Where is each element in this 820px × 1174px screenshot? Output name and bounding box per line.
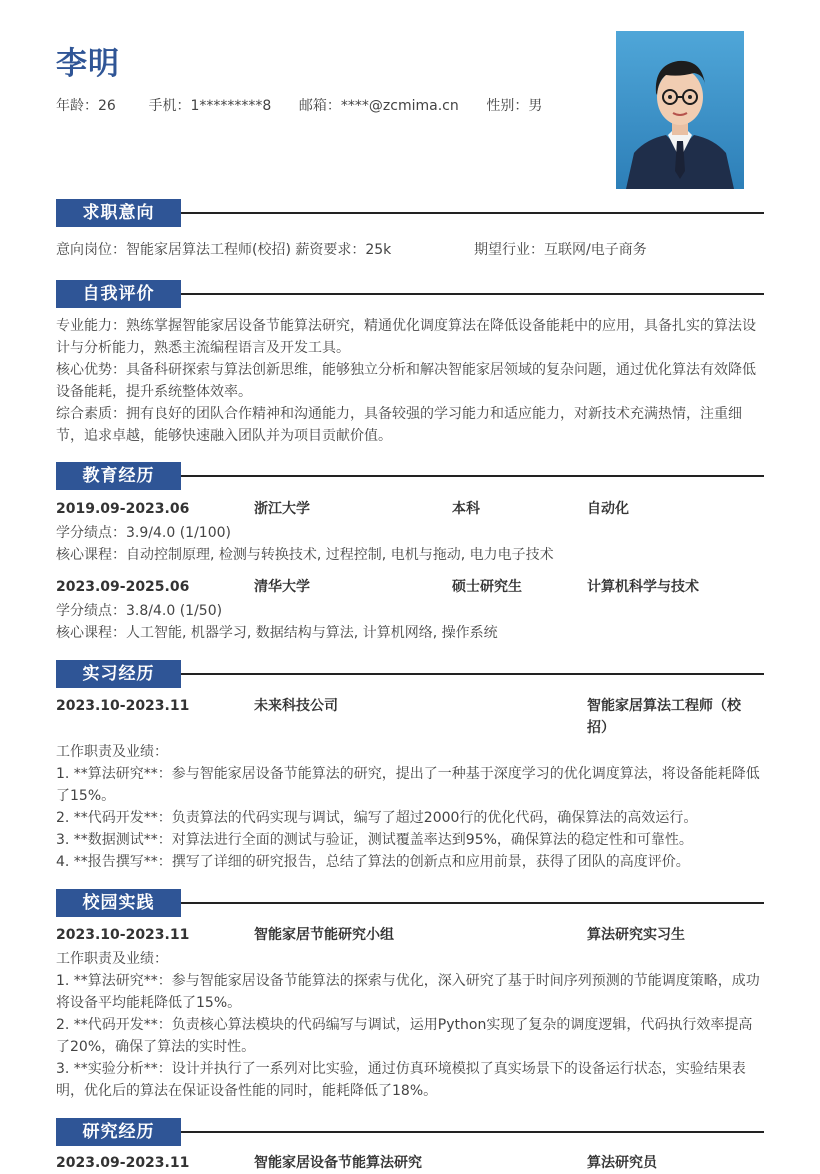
campus-duties	[56, 948, 766, 1102]
section-research	[56, 1118, 764, 1146]
section-title: 研究经历	[56, 1118, 181, 1146]
edu-school: 浙江大学	[254, 501, 310, 517]
edu-gpa: 学分绩点：3.9/4.0 (1/100)	[56, 525, 231, 541]
research-project: 智能家居设备节能算法研究	[254, 1155, 422, 1171]
intent-industry: 期望行业：互联网/电子商务	[474, 242, 647, 258]
section-title: 求职意向	[56, 199, 181, 227]
edu-period: 2019.09-2023.06	[56, 501, 190, 517]
candidate-name: 李明	[56, 46, 120, 82]
duty-item: 3. **数据测试**：对算法进行全面的测试与验证，测试覆盖率达到95%，确保算法的稳定性和可靠性。	[56, 832, 693, 848]
section-internship	[56, 660, 764, 688]
research-role: 算法研究员	[587, 1155, 657, 1171]
gender: 性别：男	[486, 98, 543, 114]
section-divider	[181, 673, 764, 675]
section-title: 校园实践	[56, 889, 181, 917]
intern-period: 2023.10-2023.11	[56, 698, 190, 714]
section-divider	[181, 293, 764, 295]
edu-degree: 硕士研究生	[452, 579, 522, 595]
duty-item: 1. **算法研究**：参与智能家居设备节能算法的研究，提出了一种基于深度学习的优化调度算法，将设备能耗降低了15%。	[56, 766, 760, 804]
edu-courses: 核心课程：人工智能, 机器学习, 数据结构与算法, 计算机网络, 操作系统	[56, 625, 498, 641]
section-title: 自我评价	[56, 280, 181, 308]
duty-item: 3. **实验分析**：设计并执行了一系列对比实验，通过仿真环境模拟了真实场景下的设备运行状态，实验结果表明，优化后的算法在保证设备性能的同时，能耗降低了18%。	[56, 1061, 746, 1099]
edu-school: 清华大学	[254, 579, 310, 595]
self-eval-text	[56, 315, 766, 447]
section-campus	[56, 889, 764, 917]
edu-gpa: 学分绩点：3.8/4.0 (1/50)	[56, 603, 223, 619]
self-eval-item: 专业能力：熟练掌握智能家居设备节能算法研究，精通优化调度算法在降低设备能耗中的应用，具备扎实的算法设计与分析能力，熟悉主流编程语言及开发工具。	[56, 318, 756, 356]
section-education	[56, 462, 764, 490]
edu-period: 2023.09-2025.06	[56, 579, 190, 595]
edu-degree: 本科	[452, 501, 480, 517]
self-eval-item: 核心优势：具备科研探索与算法创新思维，能够独立分析和解决智能家居领域的复杂问题，通过优化算法有效降低设备能耗，提升系统整体效率。	[56, 362, 756, 400]
section-self-eval	[56, 280, 764, 308]
basic-info	[56, 95, 542, 115]
section-intent	[56, 199, 764, 227]
section-divider	[181, 902, 764, 904]
campus-role: 算法研究实习生	[587, 927, 685, 943]
section-divider	[181, 475, 764, 477]
profile-photo	[616, 31, 744, 189]
self-eval-item: 综合素质：拥有良好的团队合作精神和沟通能力，具备较强的学习能力和适应能力，对新技术充满热情，注重细节，追求卓越，能够快速融入团队并为项目贡献价值。	[56, 406, 742, 444]
section-divider	[181, 1131, 764, 1133]
duty-item: 1. **算法研究**：参与智能家居设备节能算法的探索与优化，深入研究了基于时间序列预测的节能调度策略，成功将设备平均能耗降低了15%。	[56, 973, 760, 1011]
phone: 手机：1*********8	[148, 98, 272, 114]
intern-company: 未来科技公司	[254, 698, 338, 714]
edu-courses: 核心课程：自动控制原理, 检测与转换技术, 过程控制, 电机与拖动, 电力电子技术	[56, 547, 554, 563]
duty-label: 工作职责及业绩：	[56, 951, 168, 967]
section-title: 实习经历	[56, 660, 181, 688]
section-title: 教育经历	[56, 462, 181, 490]
section-divider	[181, 212, 764, 214]
education-entry-header	[56, 498, 766, 520]
age: 年龄：26	[56, 98, 116, 114]
duty-item: 4. **报告撰写**：撰写了详细的研究报告，总结了算法的创新点和应用前景，获得了团队的高度评价。	[56, 854, 690, 870]
duty-item: 2. **代码开发**：负责核心算法模块的代码编写与调试，运用Python实现了复杂的调度逻辑，代码执行效率提高了20%，确保了算法的实时性。	[56, 1017, 753, 1055]
internship-header	[56, 695, 766, 739]
email: 邮箱：****@zcmima.cn	[298, 98, 459, 114]
research-period: 2023.09-2023.11	[56, 1155, 190, 1171]
edu-major: 自动化	[587, 501, 629, 517]
education-entry-header	[56, 576, 766, 598]
campus-period: 2023.10-2023.11	[56, 927, 190, 943]
internship-duties	[56, 741, 766, 873]
avatar-portrait	[616, 31, 744, 189]
edu-major: 计算机科学与技术	[587, 579, 699, 595]
research-header	[56, 1152, 766, 1174]
intent-position: 意向岗位：智能家居算法工程师(校招) 薪资要求：25k	[56, 242, 392, 258]
duty-label: 工作职责及业绩：	[56, 744, 168, 760]
campus-org: 智能家居节能研究小组	[254, 927, 394, 943]
duty-item: 2. **代码开发**：负责算法的代码实现与调试，编写了超过2000行的优化代码，确保算法的高效运行。	[56, 810, 698, 826]
campus-header	[56, 924, 766, 946]
intern-title: 智能家居算法工程师（校招）	[587, 698, 741, 736]
